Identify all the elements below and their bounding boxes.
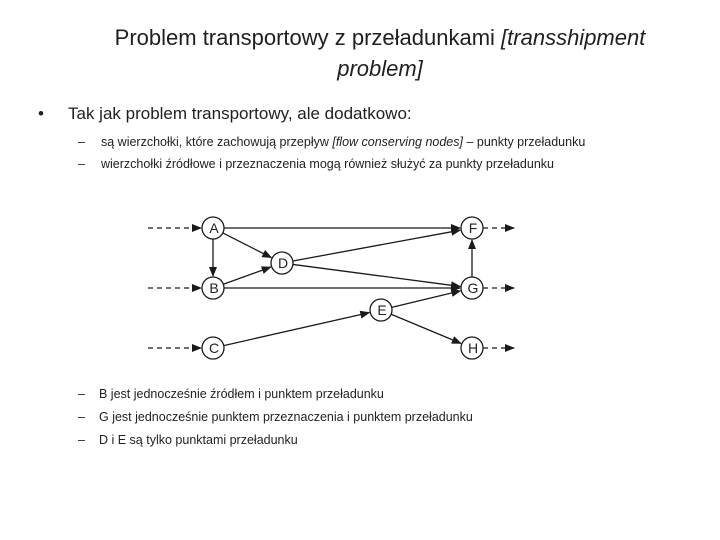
node-label: C bbox=[208, 340, 220, 356]
main-bullet bbox=[38, 103, 412, 125]
note-3: – D i E są tylko punktami przeładunku bbox=[78, 433, 298, 447]
slide-title bbox=[40, 22, 720, 84]
title-line-2: problem] bbox=[337, 56, 423, 81]
edge-c-e bbox=[224, 313, 370, 346]
node-label: B bbox=[209, 280, 219, 296]
note-2: – G jest jednocześnie punktem przeznaczenia i punktem przeładunku bbox=[78, 410, 473, 424]
edge-d-g bbox=[293, 264, 460, 286]
edge-e-h bbox=[391, 314, 461, 343]
subpoint-1: – są wierzchołki, które zachowują przepływ [flow conserving nodes] – punkty przeładunku bbox=[78, 135, 586, 149]
supply-input-arrows bbox=[148, 228, 201, 348]
bullet-symbol: • bbox=[38, 104, 44, 123]
node-e bbox=[370, 299, 392, 321]
edge-a-d bbox=[223, 233, 271, 258]
node-h bbox=[461, 337, 483, 359]
node-label: G bbox=[467, 280, 479, 296]
transshipment-network-diagram bbox=[140, 200, 520, 370]
node-label: E bbox=[377, 302, 387, 318]
edges bbox=[213, 228, 472, 346]
edge-e-g bbox=[392, 291, 461, 308]
node-d bbox=[271, 252, 293, 274]
demand-output-arrows bbox=[483, 228, 514, 348]
edge-d-f bbox=[293, 230, 460, 261]
subpoint-dash: – bbox=[78, 157, 85, 171]
node-label: D bbox=[277, 255, 289, 271]
node-label: F bbox=[468, 220, 478, 236]
subpoint-2: – wierzchołki źródłowe i przeznaczenia mogą również służyć za punkty przeładunku bbox=[78, 157, 554, 171]
node-g bbox=[461, 277, 483, 299]
edge-b-d bbox=[223, 267, 270, 284]
node-label: A bbox=[209, 220, 219, 236]
title-line-1: Problem transportowy z przeładunkami [transshipment bbox=[114, 25, 646, 50]
node-c bbox=[202, 337, 224, 359]
subpoint-dash: – bbox=[78, 135, 85, 149]
bullet-text: Tak jak problem transportowy, ale dodatkowo: bbox=[68, 104, 412, 123]
note-1: – B jest jednocześnie źródłem i punktem przeładunku bbox=[78, 387, 384, 401]
node-label: H bbox=[467, 340, 479, 356]
node-f bbox=[461, 217, 483, 239]
node-a bbox=[202, 217, 224, 239]
node-b bbox=[202, 277, 224, 299]
